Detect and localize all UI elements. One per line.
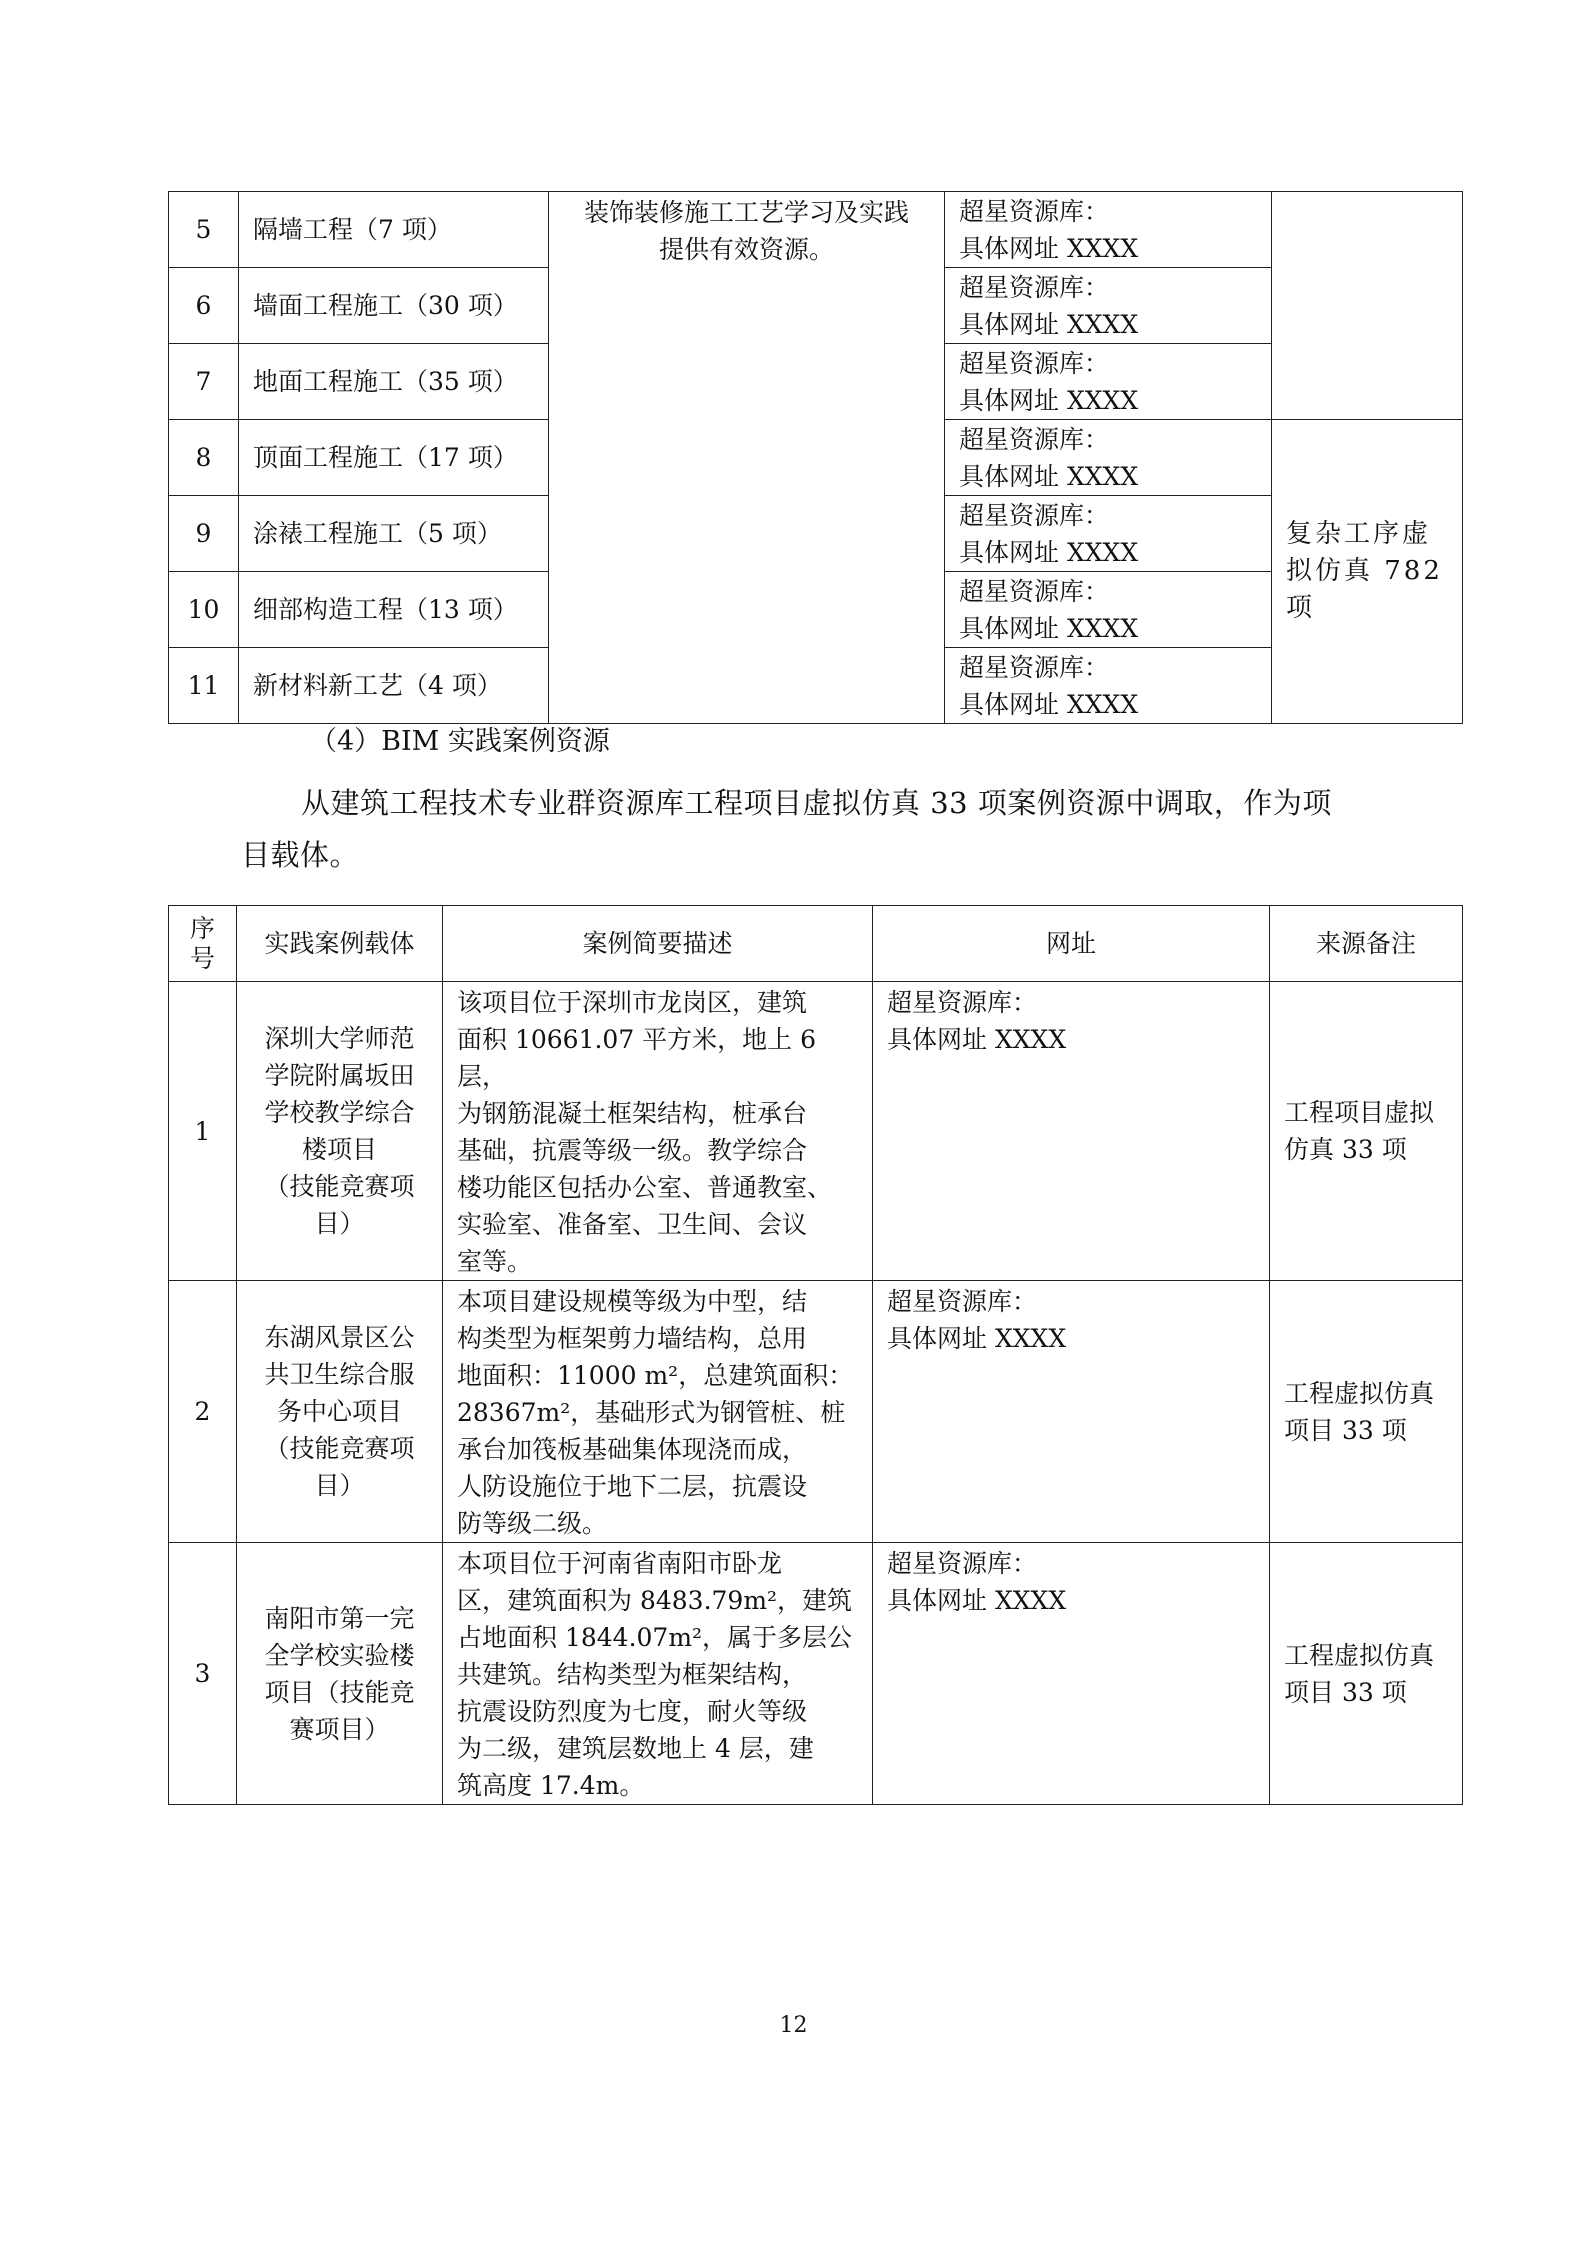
resource-name: 超星资源库：	[887, 988, 1038, 1017]
carrier-line: 楼项目	[301, 1135, 377, 1164]
resource-url: 具体网址 XXXX	[887, 1324, 1067, 1353]
desc-line: 楼功能区包括办公室、普通教室、	[457, 1173, 833, 1202]
table-header-row	[169, 906, 1463, 982]
resource-cell	[945, 192, 1272, 268]
carrier-line: 赛项目）	[289, 1714, 390, 1744]
carrier-line: 务中心项目	[276, 1397, 402, 1426]
resource-url: 具体网址 XXXX	[959, 537, 1139, 567]
desc-line: 区，建筑面积为 8483.79m²，建筑	[457, 1586, 853, 1615]
resource-url: 具体网址 XXXX	[959, 233, 1139, 263]
source-line: 仿真 33 项	[1284, 1135, 1407, 1164]
row-number: 6	[169, 268, 239, 344]
carrier-line: 共卫生综合服	[264, 1360, 415, 1389]
resource-name: 超星资源库：	[959, 424, 1110, 454]
resource-cell	[945, 344, 1272, 420]
case-carrier	[237, 982, 443, 1281]
table-row	[169, 1543, 1463, 1805]
resource-name: 超星资源库：	[959, 348, 1110, 378]
intro-line: 从建筑工程技术专业群资源库工程项目虚拟仿真 33 项案例资源中调取，作为项	[301, 786, 1332, 820]
header-number	[169, 906, 237, 982]
carrier-line: 东湖风景区公	[264, 1323, 415, 1352]
desc-line: 该项目位于深圳市龙岗区，建筑	[457, 988, 808, 1017]
desc-line: 实验室、准备室、卫生间、会议	[457, 1210, 808, 1239]
note-cell-empty	[1272, 192, 1463, 420]
desc-line: 共建筑。结构类型为框架结构，	[457, 1660, 808, 1689]
row-number: 7	[169, 344, 239, 420]
project-item: 顶面工程施工（17 项）	[239, 420, 549, 496]
source-line: 工程虚拟仿真	[1284, 1378, 1435, 1408]
desc-line: 抗震设防烈度为七度，耐火等级	[457, 1697, 808, 1726]
intro-line: 目载体。	[241, 838, 360, 872]
case-description	[443, 1281, 873, 1543]
desc-line: 人防设施位于地下二层，抗震设	[457, 1472, 808, 1501]
source-line: 项目 33 项	[1284, 1677, 1407, 1707]
project-item: 涂裱工程施工（5 项）	[239, 496, 549, 572]
desc-line: 占地面积 1844.07m²，属于多层公	[457, 1623, 853, 1652]
source-line: 工程虚拟仿真	[1284, 1640, 1435, 1670]
carrier-line: 目）	[314, 1471, 365, 1500]
header-number-line: 号	[189, 943, 215, 973]
header-source: 来源备注	[1270, 906, 1463, 982]
resource-name: 超星资源库：	[959, 500, 1110, 530]
resource-table-continued	[168, 191, 1463, 724]
note-line: 复杂工序虚	[1286, 519, 1432, 549]
resource-cell	[945, 420, 1272, 496]
note-cell	[1272, 420, 1463, 724]
case-url	[873, 982, 1270, 1281]
case-source	[1270, 1281, 1463, 1543]
carrier-line: （技能竞赛项	[264, 1434, 415, 1463]
header-number-line: 序	[189, 913, 215, 943]
resource-name: 超星资源库：	[959, 196, 1110, 226]
desc-line: 构类型为框架剪力墙结构，总用	[457, 1324, 808, 1353]
resource-cell	[945, 496, 1272, 572]
case-url	[873, 1281, 1270, 1543]
purpose-line: 提供有效资源。	[658, 235, 834, 264]
desc-line: 承台加筏板基础集体现浇而成，	[457, 1435, 808, 1464]
carrier-line: 项目（技能竞	[264, 1677, 415, 1707]
header-carrier: 实践案例载体	[237, 906, 443, 982]
row-number: 10	[169, 572, 239, 648]
resource-cell	[945, 572, 1272, 648]
intro-paragraph	[241, 777, 1401, 881]
bim-case-table	[168, 905, 1463, 1805]
case-carrier	[237, 1281, 443, 1543]
purpose-cell	[549, 192, 945, 724]
resource-url: 具体网址 XXXX	[959, 613, 1139, 643]
carrier-line: 深圳大学师范	[264, 1024, 415, 1053]
carrier-line: （技能竞赛项	[264, 1172, 415, 1201]
carrier-line: 目）	[314, 1209, 365, 1238]
project-item: 细部构造工程（13 项）	[239, 572, 549, 648]
carrier-line: 全学校实验楼	[264, 1640, 415, 1670]
desc-line: 地面积：11000 m²，总建筑面积：	[457, 1361, 854, 1390]
table-row	[169, 982, 1463, 1281]
case-description	[443, 982, 873, 1281]
desc-line: 面积 10661.07 平方米，地上 6 层，	[457, 1025, 817, 1091]
header-url: 网址	[873, 906, 1270, 982]
desc-line: 基础，抗震等级一级。教学综合	[457, 1136, 808, 1165]
desc-line: 室等。	[457, 1247, 533, 1276]
row-number: 1	[169, 982, 237, 1281]
source-line: 工程项目虚拟	[1284, 1098, 1435, 1127]
page-number: 12	[779, 2013, 808, 2038]
resource-name: 超星资源库：	[959, 272, 1110, 302]
row-number: 3	[169, 1543, 237, 1805]
desc-line: 28367m²，基础形式为钢管桩、桩	[457, 1398, 846, 1427]
resource-url: 具体网址 XXXX	[887, 1025, 1067, 1054]
row-number: 8	[169, 420, 239, 496]
project-item: 新材料新工艺（4 项）	[239, 648, 549, 724]
resource-name: 超星资源库：	[887, 1549, 1038, 1578]
resource-name: 超星资源库：	[887, 1287, 1038, 1316]
row-number: 11	[169, 648, 239, 724]
case-source	[1270, 1543, 1463, 1805]
project-item: 地面工程施工（35 项）	[239, 344, 549, 420]
case-carrier	[237, 1543, 443, 1805]
desc-line: 为二级，建筑层数地上 4 层，建	[457, 1734, 814, 1763]
section-heading: （4）BIM 实践案例资源	[310, 726, 610, 757]
resource-url: 具体网址 XXXX	[959, 689, 1139, 719]
project-item: 隔墙工程（7 项）	[239, 192, 549, 268]
desc-line: 筑高度 17.4m。	[457, 1771, 645, 1800]
resource-url: 具体网址 XXXX	[887, 1586, 1067, 1615]
resource-url: 具体网址 XXXX	[959, 461, 1139, 491]
resource-cell	[945, 268, 1272, 344]
desc-line: 防等级二级。	[457, 1509, 608, 1538]
row-number: 5	[169, 192, 239, 268]
resource-url: 具体网址 XXXX	[959, 385, 1139, 415]
carrier-line: 南阳市第一完	[264, 1603, 415, 1633]
carrier-line: 学院附属坂田	[264, 1061, 415, 1090]
resource-cell	[945, 648, 1272, 724]
source-line: 项目 33 项	[1284, 1415, 1407, 1445]
header-description: 案例简要描述	[443, 906, 873, 982]
case-source	[1270, 982, 1463, 1281]
carrier-line: 学校教学综合	[264, 1098, 415, 1127]
resource-name: 超星资源库：	[959, 652, 1110, 682]
desc-line: 为钢筋混凝土框架结构，桩承台	[457, 1099, 808, 1128]
row-number: 9	[169, 496, 239, 572]
note-line: 拟仿真 782 项	[1286, 556, 1443, 623]
table-row	[169, 192, 1463, 268]
resource-name: 超星资源库：	[959, 576, 1110, 606]
case-url	[873, 1543, 1270, 1805]
desc-line: 本项目位于河南省南阳市卧龙	[457, 1549, 783, 1578]
case-description	[443, 1543, 873, 1805]
table-row	[169, 1281, 1463, 1543]
resource-url: 具体网址 XXXX	[959, 309, 1139, 339]
project-item: 墙面工程施工（30 项）	[239, 268, 549, 344]
row-number: 2	[169, 1281, 237, 1543]
purpose-line: 装饰装修施工工艺学习及实践	[583, 198, 909, 227]
desc-line: 本项目建设规模等级为中型，结	[457, 1287, 808, 1316]
